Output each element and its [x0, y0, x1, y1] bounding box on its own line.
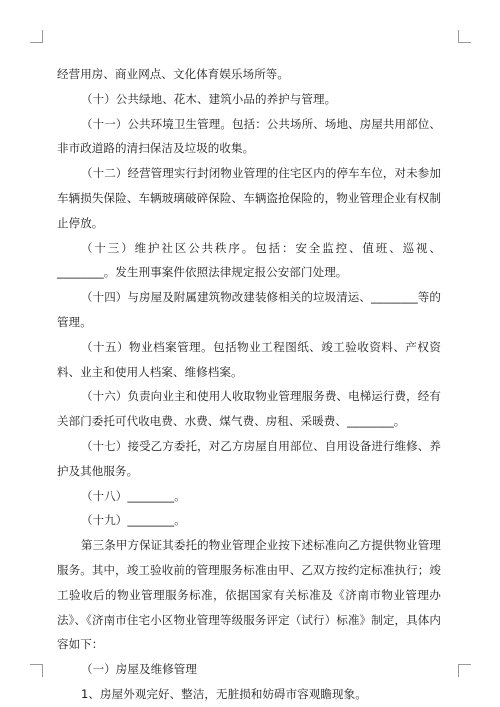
document-body — [57, 62, 441, 707]
paragraph: （十二）经营管理实行封闭物业管理的住宅区内的停车车位，对未参加车辆损失保险、车辆玻璃破碎保险、车辆盗抢保险的，物业管理企业有权制止停放。 — [57, 166, 441, 230]
paragraph: （十九）________。 — [81, 513, 186, 528]
crop-mark-top-right — [458, 30, 471, 43]
paragraph: （十）公共绿地、花木、建筑小品的养护与管理。 — [81, 91, 337, 106]
paragraph: （十四）与房屋及附属建筑物改建装修相关的垃圾清运、________等的管理。 — [57, 290, 441, 329]
paragraph: （十三）维护社区公共秩序。包括：安全监控、值班、巡视、________。发生刑事案件依照法律规定报公安部门处理。 — [57, 240, 441, 280]
paragraph: （十八）________。 — [81, 488, 186, 503]
paragraph: （十六）负责向业主和使用人收取物业管理服务费、电梯运行费，经有关部门委托可代收电费、水费、煤气费、房租、采暖费、________。 — [57, 389, 441, 429]
crop-mark-bottom-right — [458, 664, 471, 677]
crop-mark-top-left — [30, 30, 43, 43]
paragraph: （一）房屋及维修管理 — [81, 662, 197, 677]
paragraph: 经营用房、商业网点、文化体育娱乐场所等。 — [57, 67, 289, 81]
paragraph: （十五）物业档案管理。包括物业工程图纸、竣工验收资料、产权资料、业主和使用人档案、维修档案。 — [57, 339, 441, 379]
paragraph: 1、房屋外观完好、整洁，无脏损和妨碍市容观瞻现象。 — [81, 686, 367, 701]
paragraph: （十七）接受乙方委托，对乙方房屋自用部位、自用设备进行维修、养护及其他服务。 — [57, 438, 441, 478]
paragraph: （十一）公共环境卫生管理。包括：公共场所、场地、房屋共用部位、非市政道路的清扫保洁及垃圾的收集。 — [57, 116, 441, 156]
crop-mark-bottom-left — [30, 664, 43, 677]
paragraph: 第三条甲方保证其委托的物业管理企业按下述标准向乙方提供物业管理服务。其中，竣工验收前的管理服务标准由甲、乙双方按约定标准执行；竣工验收后的物业管理服务标准，依据国家有关标准及《济南市物业管理办法》、《济南市住宅小区物业管理等级服务评定（试行）标准》制定，具体内容如下： — [57, 538, 441, 652]
